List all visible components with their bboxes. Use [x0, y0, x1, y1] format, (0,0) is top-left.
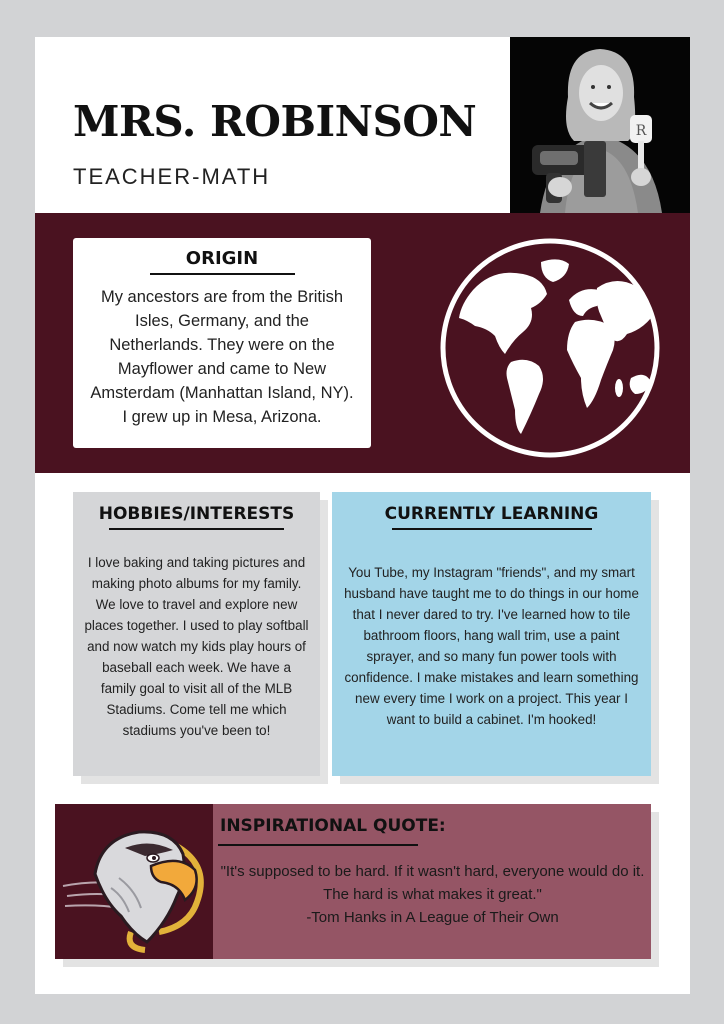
teacher-subtitle: TEACHER-MATH: [73, 164, 271, 189]
mascot-panel: [55, 804, 213, 959]
learning-card: [332, 492, 651, 776]
teacher-photo: [510, 37, 690, 213]
learning-title: CURRENTLY LEARNING: [384, 504, 599, 524]
quote-box: [55, 804, 651, 959]
quote-title-rule: [218, 844, 418, 846]
origin-band: [35, 213, 690, 473]
teacher-name: MRS. ROBINSON: [73, 97, 477, 146]
origin-text: My ancestors are from the British Isles, Germany, and the Netherlands. They were on the Mayflower and came to New Amsterdam (Manhattan Island, NY). I grew up in Mesa, Arizona.: [90, 288, 354, 426]
quote-text: [220, 860, 645, 929]
learning-title-rule: [392, 528, 592, 530]
origin-title: ORIGIN: [185, 248, 259, 269]
origin-title-rule: [150, 273, 295, 275]
origin-card: [73, 238, 371, 448]
hobbies-title: HOBBIES/INTERESTS: [98, 504, 295, 524]
hobbies-card: [73, 492, 320, 776]
hobbies-title-rule: [109, 528, 284, 530]
hobbies-text: I love baking and taking pictures and making photo albums for my family. We love to travel and explore new places together. I used to play softball and now watch my kids play hours of baseball each week. We have a family goal to visit all of the MLB Stadiums. Come tell me which stadiums you've been to!: [84, 555, 309, 738]
quote-attribution: -Tom Hanks in A League of Their Own: [306, 909, 559, 926]
globe-icon: [435, 238, 665, 458]
spatula-letter: R: [635, 123, 647, 139]
learning-text: You Tube, my Instagram "friends", and my smart husband have taught me to do things in our home that I never dared to try. I've learned how to tile bathroom floors, hang wall trim, use a paint sprayer, and so many fun power tools with confidence. I make mistakes and learn something new every time I work on a project. This year I want to build a cabinet. I'm hooked!: [344, 565, 639, 727]
profile-page: [35, 37, 690, 994]
quote-title: INSPIRATIONAL QUOTE:: [220, 816, 446, 836]
eagle-mascot-icon: [55, 804, 213, 959]
quote-body: "It's supposed to be hard. If it wasn't hard, everyone would do it. The hard is what makes it great.": [220, 863, 645, 903]
